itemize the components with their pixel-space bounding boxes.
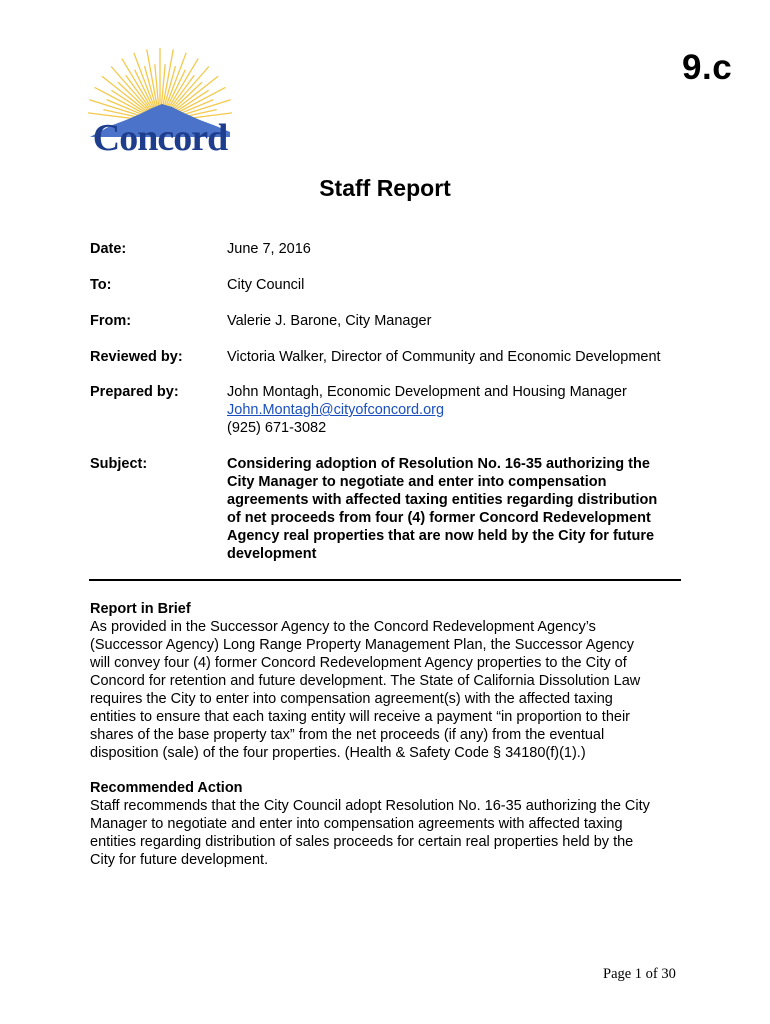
city-logo [88,42,232,164]
subject-line: City Manager to negotiate and enter into compensation [227,474,607,490]
report-in-brief-heading: Report in Brief [90,601,191,617]
report-line: Concord for retention and future development. The State of California Dissolution Law [90,673,641,689]
report-line: requires the City to enter into compensation agreement(s) with the affected taxing [90,691,613,707]
report-in-brief-section [90,600,690,762]
report-line: entities to ensure that each taxing entity will receive a payment “in proportion to their [90,709,631,725]
logo-wordmark: Concord [92,117,228,159]
date-label: Date: [90,241,127,257]
agenda-item-number: 9.c [682,48,733,87]
page-number: Page 1 of 30 [603,966,676,982]
reviewed-by-value: Victoria Walker, Director of Community and Economic Development [227,349,661,365]
report-line: As provided in the Successor Agency to the Concord Redevelopment Agency’s [90,619,596,635]
subject-line: Agency real properties that are now held by the City for future [227,528,655,544]
page-title: Staff Report [319,175,451,201]
prepared-by-block [227,383,687,437]
action-line: City for future development. [90,852,269,868]
from-value: Valerie J. Barone, City Manager [227,313,432,329]
subject-line: development [227,546,317,562]
report-line: will convey four (4) former Concord Redevelopment Agency properties to the City of [90,655,627,671]
prepared-by-value: John Montagh, Economic Development and Housing Manager [227,384,627,400]
header-divider [89,579,681,581]
to-value: City Council [227,277,305,293]
recommended-action-section [90,779,690,869]
date-value: June 7, 2016 [227,241,311,257]
reviewed-by-label: Reviewed by: [90,349,183,365]
from-label: From: [90,313,132,329]
subject-line: of net proceeds from four (4) former Concord Redevelopment [227,510,651,526]
to-label: To: [90,277,112,293]
report-line: (Successor Agency) Long Range Property Management Plan, the Successor Agency [90,637,635,653]
report-line: disposition (sale) of the four properties. (Health & Safety Code § 34180(f)(1).) [90,745,586,761]
preparer-phone: (925) 671-3082 [227,420,327,436]
action-line: entities regarding distribution of sales proceeds for certain real properties held by the [90,834,634,850]
prepared-by-label: Prepared by: [90,384,179,400]
action-line: Staff recommends that the City Council adopt Resolution No. 16-35 authorizing the City [90,798,650,814]
subject-line: agreements with affected taxing entities regarding distribution [227,492,658,508]
subject-text [227,455,687,563]
preparer-email-link[interactable]: John.Montagh@cityofconcord.org [227,402,445,418]
report-line: shares of the base property tax” from the net proceeds (if any) from the eventual [90,727,605,743]
action-line: Manager to negotiate and enter into compensation agreements with affected taxing [90,816,623,832]
subject-line: Considering adoption of Resolution No. 16-35 authorizing the [227,456,650,472]
subject-label: Subject: [90,456,148,472]
recommended-action-heading: Recommended Action [90,780,243,796]
